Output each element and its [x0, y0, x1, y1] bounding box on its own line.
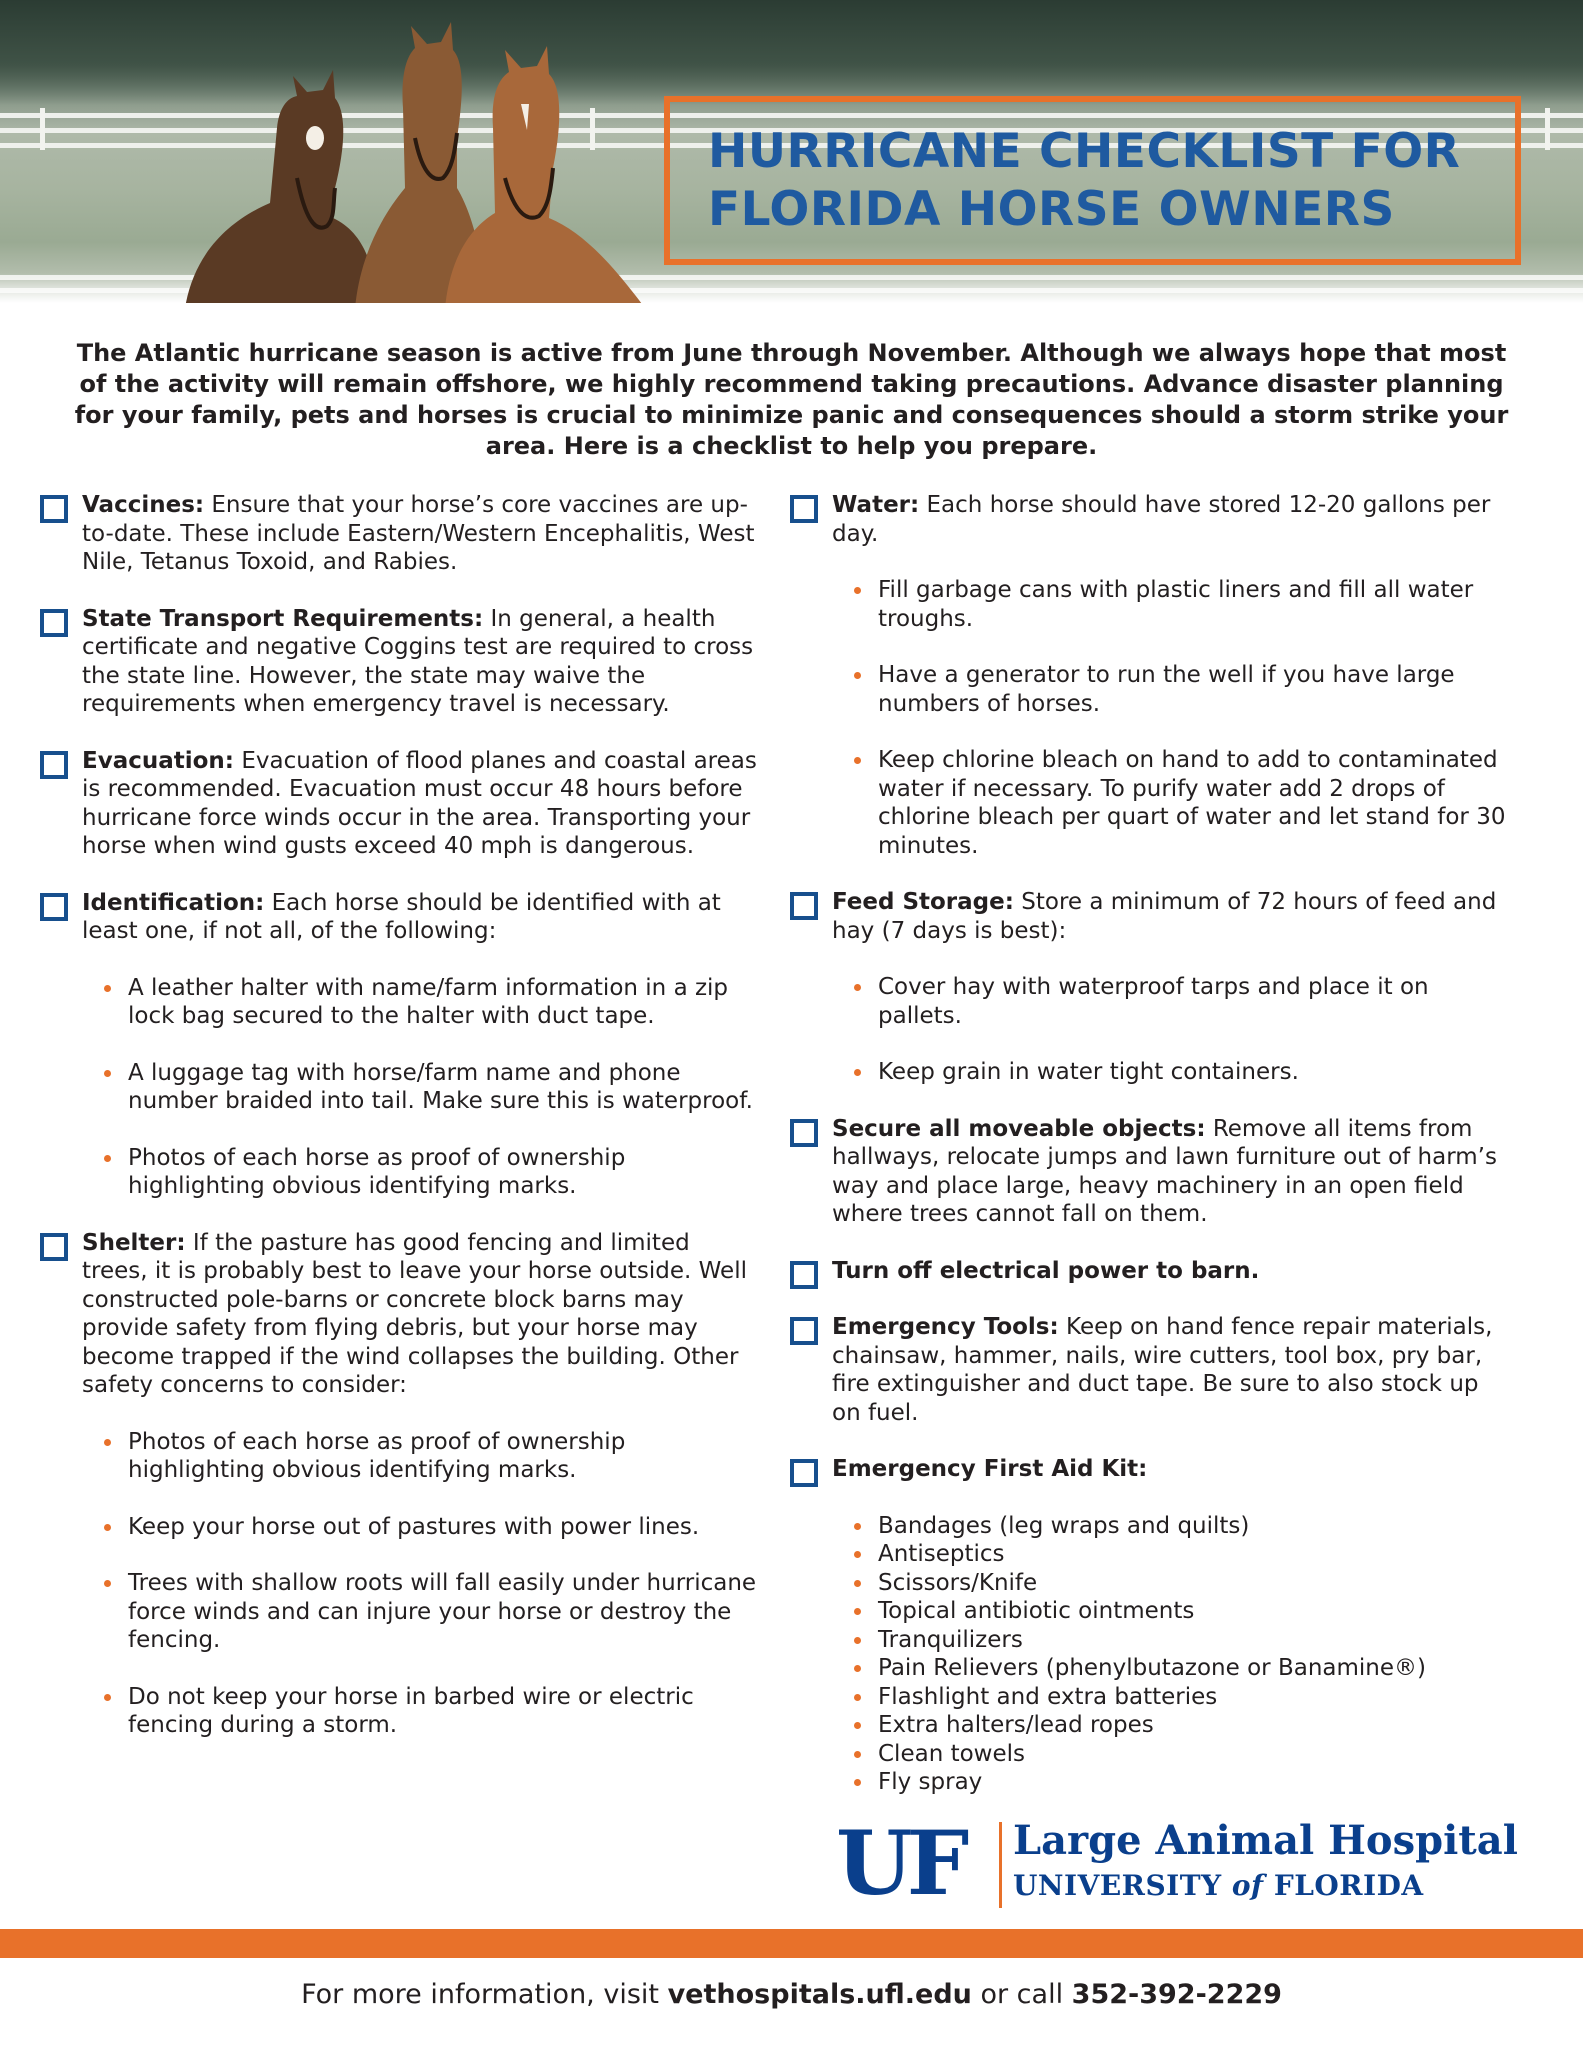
footer-middle: or call [971, 1979, 1072, 2010]
list-item: Cover hay with waterproof tarps and place it on pallets. [878, 973, 1513, 1030]
page-title-line-1: HURRICANE CHECKLIST FOR [708, 123, 1461, 179]
list-item: Photos of each horse as proof of ownership highlighting obvious identifying marks. [128, 1144, 758, 1201]
horses-photo [165, 18, 665, 303]
checklist-item-water [788, 491, 1513, 860]
item-text: Each horse should have stored 12-20 gallons per day. [832, 492, 1491, 547]
footer-orange-band [0, 1929, 1583, 1958]
left-column [38, 491, 758, 1768]
shelter-bullet-list [82, 1428, 758, 1740]
checkbox-icon[interactable] [40, 609, 68, 637]
item-title: Vaccines: [82, 492, 205, 518]
logo-hospital-name: Large Animal Hospital [1013, 1817, 1518, 1864]
list-item: Flashlight and extra batteries [878, 1683, 1513, 1712]
list-item: Topical antibiotic ointments [878, 1597, 1513, 1626]
list-item: A leather halter with name/farm information in a zip lock bag secured to the halter with duct tape. [128, 974, 758, 1031]
checklist-item-secure-objects [788, 1115, 1513, 1229]
list-item: Tranquilizers [878, 1626, 1513, 1655]
website-link[interactable]: vethospitals.ufl.edu [667, 1979, 972, 2010]
first-aid-bullet-list [832, 1512, 1513, 1797]
checklist-item-identification [38, 889, 758, 1201]
list-item: Fill garbage cans with plastic liners and fill all water troughs. [878, 576, 1513, 633]
item-title: Evacuation: [82, 747, 235, 774]
checkbox-icon[interactable] [790, 1119, 818, 1147]
intro-paragraph: The Atlantic hurricane season is active from June through November. Although we always hope that most of the activity will remain offshore, we highly recommend taking precautions. Advance disaster planning for your family, pets and horses is crucial to minimize panic and consequences should a storm strike your area. Here is a checklist to help you prepare. [74, 339, 1509, 460]
logo-university-name: UNIVERSITY of FLORIDA [1013, 1869, 1424, 1902]
title-box [664, 96, 1521, 265]
list-item: Clean towels [878, 1740, 1513, 1769]
list-item: Have a generator to run the well if you have large numbers of horses. [878, 661, 1513, 718]
checklist-item-vaccines [38, 491, 758, 577]
item-title: Water: [832, 492, 920, 518]
item-text: In general, a health certificate and negative Coggins test are required to cross the state line. However, the state may waive the requirements when emergency travel is necessary. [82, 605, 754, 717]
hero-banner [0, 0, 1583, 303]
uf-large-animal-hospital-logo [836, 1811, 1518, 1915]
item-text: Store a minimum of 72 hours of feed and hay (7 days is best): [832, 889, 1497, 944]
item-title: Emergency Tools: [832, 1314, 1059, 1340]
checkbox-icon[interactable] [790, 495, 818, 523]
checklist-item-transport [38, 605, 758, 719]
page-title-line-2: FLORIDA HORSE OWNERS [708, 181, 1395, 237]
list-item: Fly spray [878, 1768, 1513, 1797]
list-item: Photos of each horse as proof of ownership highlighting obvious identifying marks. [128, 1428, 758, 1485]
list-item: Antiseptics [878, 1540, 1513, 1569]
checkbox-icon[interactable] [40, 751, 68, 779]
right-column [788, 491, 1513, 1825]
logo-divider [999, 1822, 1002, 1908]
uf-logo-mark: UF [836, 1811, 964, 1915]
item-text: If the pasture has good fencing and limited trees, it is probably best to leave your horse outside. Well constructed pole-barns or concrete block barns may provide safety from flying debris, but your horse may become trapped if the wind collapses the building. Other safety concerns to consider: [82, 1229, 747, 1398]
checklist-item-shelter [38, 1229, 758, 1740]
checkbox-icon[interactable] [790, 1459, 818, 1487]
list-item: Pain Relievers (phenylbutazone or Banamine®) [878, 1654, 1513, 1683]
item-text: Evacuation of flood planes and coastal areas is recommended. Evacuation must occur 48 hours before hurricane force winds occur in the area. Transporting your horse when wind gusts exceed 40 mph is dangerous. [82, 747, 757, 859]
checkbox-icon[interactable] [790, 1261, 818, 1289]
list-item: Scissors/Knife [878, 1569, 1513, 1598]
item-text: Remove all items from hallways, relocate jumps and lawn furniture out of harm’s way and place large, heavy machinery in an open field where trees cannot fall on them. [832, 1115, 1497, 1227]
phone-number: 352-392-2229 [1071, 1979, 1282, 2010]
checklist-item-tools [788, 1313, 1513, 1427]
item-title: Secure all moveable objects: [832, 1115, 1206, 1142]
list-item: Extra halters/lead ropes [878, 1711, 1513, 1740]
list-item: A luggage tag with horse/farm name and phone number braided into tail. Make sure this is waterproof. [128, 1059, 758, 1116]
item-title: Emergency First Aid Kit: [832, 1456, 1148, 1482]
water-bullet-list [832, 576, 1513, 860]
list-item: Trees with shallow roots will fall easily under hurricane force winds and can injure your horse or destroy the fencing. [128, 1570, 757, 1653]
item-title: Feed Storage: [832, 889, 1014, 915]
item-title: Turn off electrical power to barn. [832, 1257, 1260, 1284]
checklist-item-first-aid [788, 1455, 1513, 1797]
list-item: Bandages (leg wraps and quilts) [878, 1512, 1513, 1541]
checkbox-icon[interactable] [790, 892, 818, 920]
checkbox-icon[interactable] [40, 1233, 68, 1261]
item-text: Each horse should be identified with at least one, if not all, of the following: [82, 889, 721, 944]
item-title: Identification: [82, 889, 265, 916]
item-title: Shelter: [82, 1229, 186, 1256]
checkbox-icon[interactable] [790, 1317, 818, 1345]
checkbox-icon[interactable] [40, 893, 68, 921]
item-text: Keep on hand fence repair materials, chainsaw, hammer, nails, wire cutters, tool box, pry bar, fire extinguisher and duct tape. Be sure to also stock up on fuel. [832, 1314, 1493, 1426]
checklist-item-feed-storage [788, 888, 1513, 1087]
list-item: Keep grain in water tight containers. [878, 1058, 1513, 1087]
feed-bullet-list [832, 973, 1513, 1087]
checkbox-icon[interactable] [40, 495, 68, 523]
list-item: Keep your horse out of pastures with power lines. [128, 1513, 758, 1542]
checklist-item-evacuation [38, 747, 758, 861]
item-text: Ensure that your horse’s core vaccines are up-to-date. These include Eastern/Western Encephalitis, West Nile, Tetanus Toxoid, and Rabies. [82, 492, 755, 575]
list-item: Do not keep your horse in barbed wire or electric fencing during a storm. [128, 1683, 758, 1740]
identification-bullet-list [82, 974, 758, 1201]
item-title: State Transport Requirements: [82, 605, 484, 632]
footer-contact [0, 1975, 1583, 2015]
footer-prefix: For more information, visit [301, 1979, 668, 2010]
list-item: Keep chlorine bleach on hand to add to contaminated water if necessary. To purify water add 2 drops of chlorine bleach per quart of water and let stand for 30 minutes. [878, 746, 1513, 860]
checklist-item-power [788, 1257, 1513, 1286]
